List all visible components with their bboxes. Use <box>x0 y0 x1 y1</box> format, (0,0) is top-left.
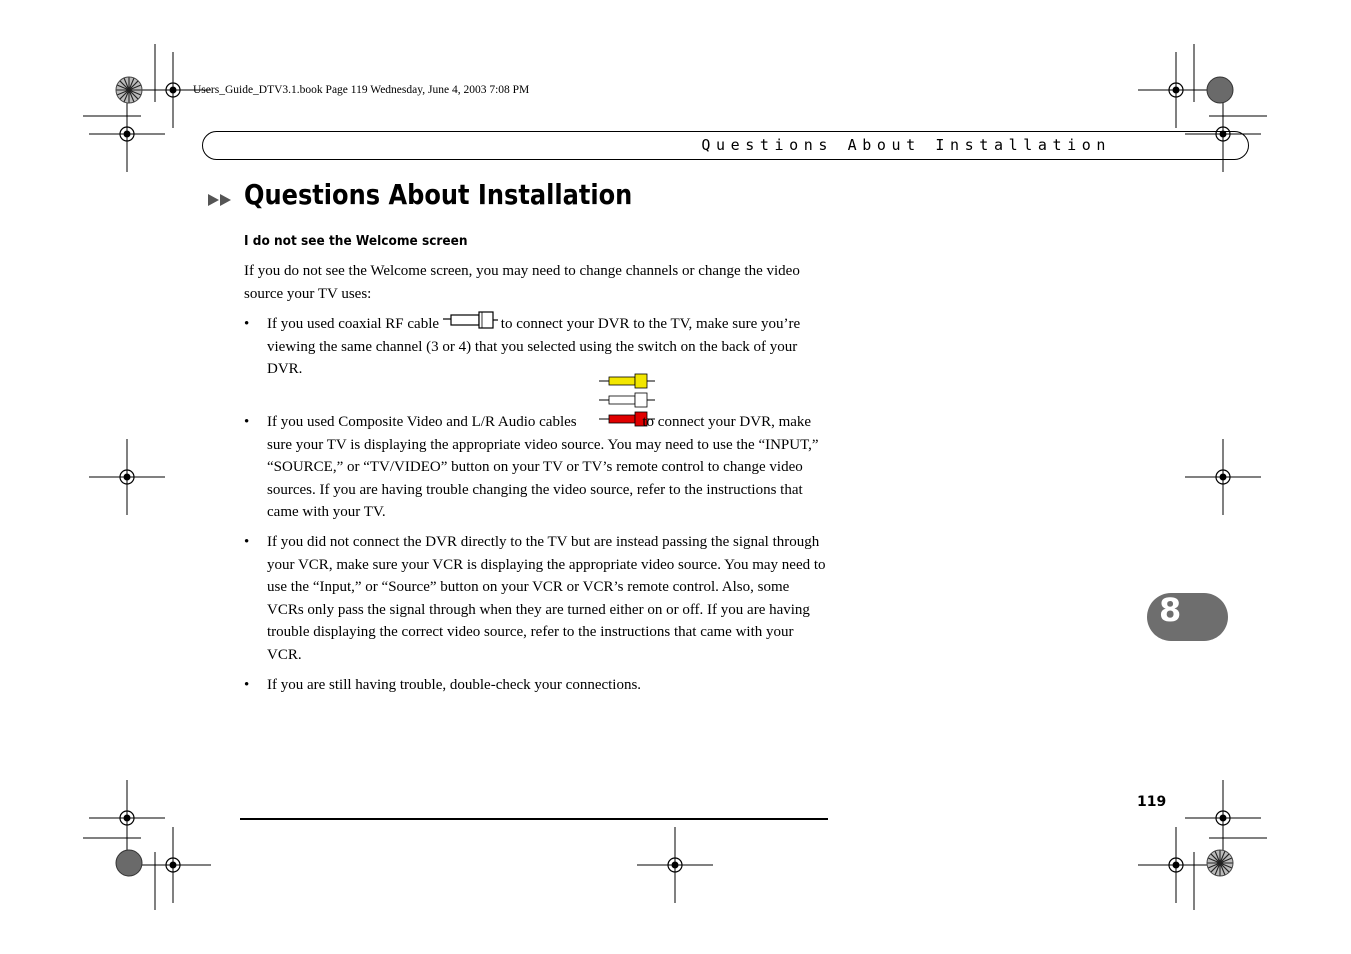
starburst-mark-icon <box>1207 850 1233 876</box>
bullet-text-after: to connect your DVR, make sure your TV is displaying the appropriate video source. You may need to use the “INPUT,” “SOURCE,” or “TV/VIDEO” button on your TV or TV’s remote control to change video sources. If you are having trouble changing the video source, refer to the instructions that came with your TV. <box>267 414 819 521</box>
registration-mark-icon <box>1138 52 1214 128</box>
intro-paragraph: If you do not see the Welcome screen, you may need to change channels or change the video source your TV uses: <box>244 263 800 302</box>
double-arrow-icon <box>208 194 234 206</box>
bullet-text-before: If you used Composite Video and L/R Audio cables <box>267 414 577 430</box>
starburst-mark-icon <box>116 77 142 103</box>
registration-mark-icon <box>1185 780 1261 856</box>
registration-mark-icon <box>135 827 211 903</box>
list-item <box>267 411 827 524</box>
registration-mark-icon <box>1138 827 1214 903</box>
footer-rule <box>240 818 828 820</box>
chapter-number: 8 <box>1159 591 1182 629</box>
bullet-marker: • <box>244 534 250 550</box>
list-item: If you did not connect the DVR directly to the TV but are instead passing the signal through your VCR, make sure your VCR is displaying the appropriate video source. You may need to use the “Input,” or “Source” button on your VCR or VCR’s remote control. Also, some VCRs only pass the signal through when they are turned either on or off. If you are having trouble displaying the correct video source, refer to the instructions that came with your VCR. <box>267 534 826 663</box>
bullet-marker: • <box>244 414 250 430</box>
coaxial-cable-icon <box>443 310 501 332</box>
section-subheading: I do not see the Welcome screen <box>244 233 468 249</box>
running-header: Questions About Installation <box>701 136 1111 154</box>
registration-mark-icon <box>1185 439 1261 515</box>
bullet-marker: • <box>244 316 250 332</box>
bullet-text-before: If you used coaxial RF cable <box>267 316 443 332</box>
bullet-marker: • <box>244 677 250 693</box>
page-number: 119 <box>1137 794 1167 810</box>
registration-mark-icon <box>637 827 713 903</box>
bullet-text-after: to connect your DVR to the TV, make sure you’re viewing the same channel (3 or 4) that you selected using the switch on the back of your DVR. <box>267 316 801 378</box>
registration-mark-icon <box>89 439 165 515</box>
registration-mark-icon <box>89 780 165 856</box>
gray-dot-mark-icon <box>1207 77 1233 103</box>
print-info: Users_Guide_DTV3.1.book Page 119 Wednesday, June 4, 2003 7:08 PM <box>193 84 530 96</box>
page-title: Questions About Installation <box>244 178 633 211</box>
list-item <box>267 313 827 381</box>
list-item: If you are still having trouble, double-check your connections. <box>267 677 642 693</box>
registration-mark-icon <box>89 96 165 172</box>
gray-dot-mark-icon <box>116 850 142 876</box>
